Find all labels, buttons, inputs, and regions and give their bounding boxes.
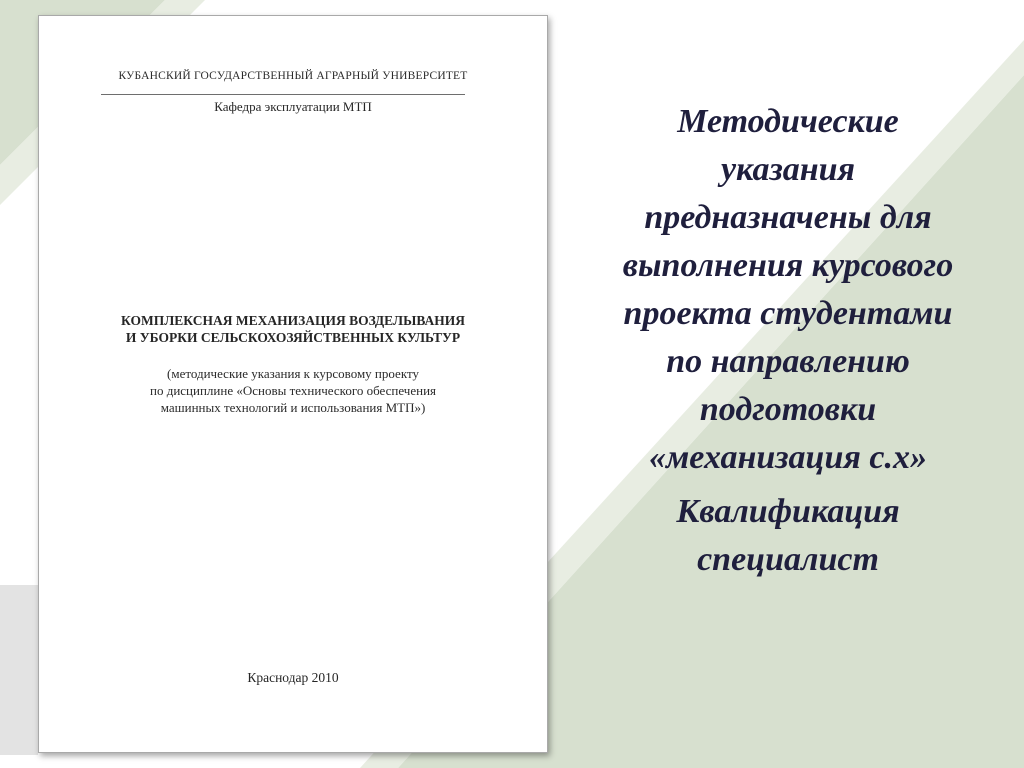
cover-university: КУБАНСКИЙ ГОСУДАРСТВЕННЫЙ АГРАРНЫЙ УНИВЕРСИТЕТ [118, 70, 468, 82]
description-paragraph [578, 98, 998, 482]
qualification-value: специалист [697, 541, 879, 578]
description-line: Методические [677, 103, 899, 140]
qualification-paragraph [578, 488, 998, 584]
document-cover-scan [38, 15, 548, 753]
cover-divider [101, 94, 465, 95]
description-line: предназначены для [644, 199, 932, 236]
cover-subtitle-line: по дисциплине «Основы технического обеспечения [150, 383, 436, 398]
description-line: подготовки [699, 391, 877, 428]
cover-subtitle-line: машинных технологий и использования МТП») [160, 400, 426, 415]
cover-title-line: И УБОРКИ СЕЛЬСКОХОЗЯЙСТВЕННЫХ КУЛЬТУР [125, 330, 461, 345]
description-line: проекта студентами [623, 295, 953, 332]
description-line: выполнения курсового [622, 247, 954, 284]
cover-subtitle-line: (методические указания к курсовому проекту [167, 366, 419, 381]
description-line: по направлению [666, 343, 910, 380]
qualification-label: Квалификация [676, 493, 900, 530]
cover-department: Кафедра эксплуатации МТП [214, 99, 372, 114]
description-text [578, 98, 998, 584]
cover-city-year: Краснодар 2010 [247, 670, 339, 685]
description-line: «механизация с.х» [649, 439, 927, 476]
description-line: указания [720, 151, 856, 188]
cover-subtitle [79, 365, 507, 416]
bottom-left-shadow [0, 585, 38, 755]
cover-title [69, 312, 517, 346]
cover-title-line: КОМПЛЕКСНАЯ МЕХАНИЗАЦИЯ ВОЗДЕЛЫВАНИЯ [121, 313, 465, 328]
